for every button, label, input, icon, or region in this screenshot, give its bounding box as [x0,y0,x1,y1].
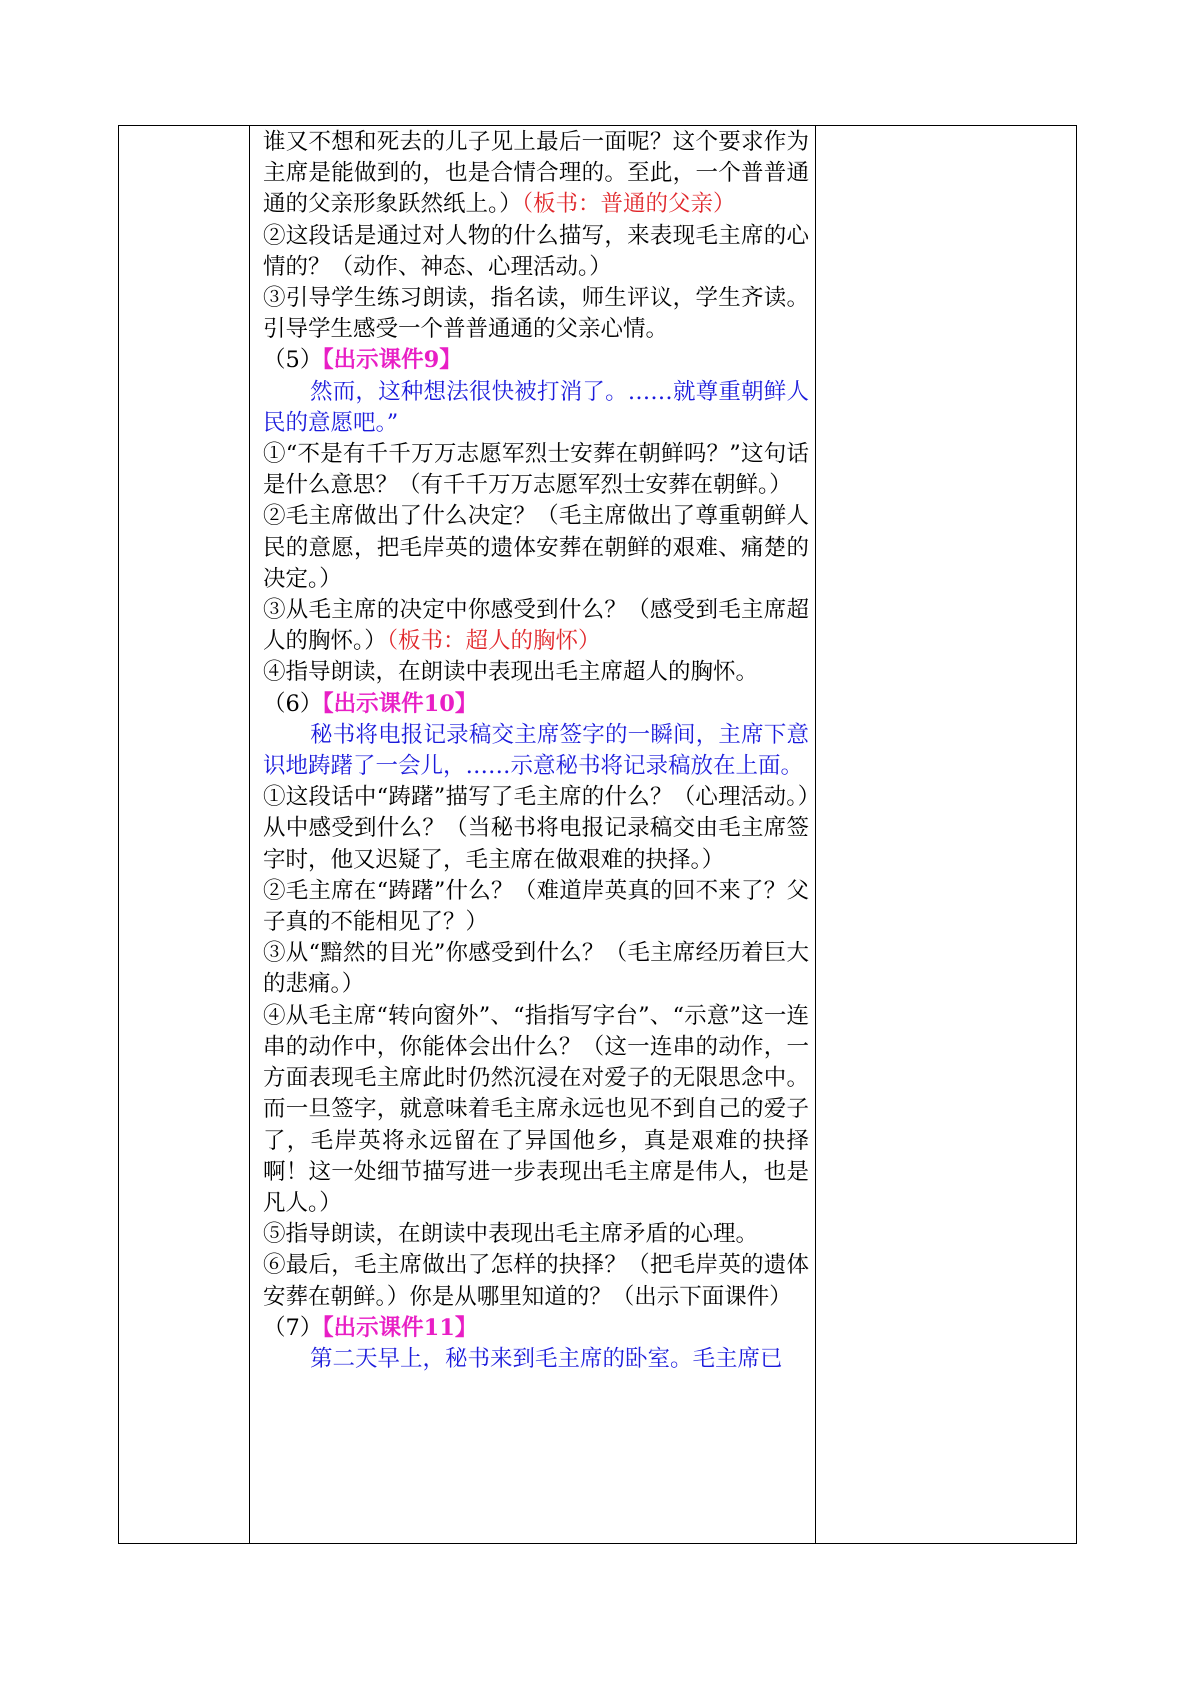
paragraph: 谁又不想和死去的儿子见上最后一面呢？这个要求作为主席是能做到的，也是合情合理的。至此，一个普普通通的父亲形象跃然纸上。）（板书：普通的父亲） [263,129,809,218]
paragraph: ②这段话是通过对人物的什么描写，来表现毛主席的心情的？（动作、神态、心理活动。） [263,222,809,280]
paragraph: ④指导朗读，在朗读中表现出毛主席超人的胸怀。 [263,659,759,686]
slide-tag: 【出示课件10】 [322,690,478,717]
paragraph: ③从“黯然的目光”你感受到什么？（毛主席经历着巨大的悲痛。） [263,940,809,998]
left-empty-cell [119,126,250,1544]
paragraph: ②毛主席做出了什么决定？（毛主席做出了尊重朝鲜人民的意愿，把毛岸英的遗体安葬在朝鲜的艰难、痛楚的决定。） [263,503,809,592]
table-row [119,126,1077,1544]
lesson-plan-table [118,125,1077,1544]
blackboard-note: （板书：普通的父亲） [521,191,736,218]
paragraph: ②毛主席在“踌躇”什么？（难道岸英真的回不来了？父子真的不能相见了？） [263,877,809,936]
paragraph: ⑤指导朗读，在朗读中表现出毛主席矛盾的心理。 [263,1221,759,1248]
slide-tag: 【出示课件11】 [322,1314,478,1341]
text-quote: 秘书将电报记录稿交主席签字的一瞬间，主席下意识地踌躇了一会儿，……示意秘书将记录稿放在上面。 [263,721,809,780]
paragraph: ③从毛主席的决定中你感受到什么？（感受到毛主席超人的胸怀。）（板书：超人的胸怀） [263,597,809,655]
slide-heading: （5）【出示课件9】 [263,347,462,374]
paragraph: ①这段话中“踌躇”描写了毛主席的什么？（心理活动。）从中感受到什么？（当秘书将电报记录稿交由毛主席签字时，他又迟疑了，毛主席在做艰难的抉择。） [263,784,809,873]
text-quote: 然而，这种想法很快被打消了。……就尊重朝鲜人民的意愿吧。” [263,378,809,436]
paragraph: ①“不是有千千万万志愿军烈士安葬在朝鲜吗？”这句话是什么意思？（有千千万万志愿军烈士安葬在朝鲜。） [263,441,809,499]
paragraph: ⑥最后，毛主席做出了怎样的抉择？（把毛岸英的遗体安葬在朝鲜。）你是从哪里知道的？（出示下面课件） [263,1252,809,1310]
text-quote: 第二天早上，秘书来到毛主席的卧室。毛主席已 [310,1345,783,1372]
slide-heading: （6）【出示课件10】 [263,690,478,717]
paragraph: ④从毛主席“转向窗外”、“指指写字台”、“示意”这一连串的动作中，你能体会出什么？（这一连串的动作，一方面表现毛主席此时仍然沉浸在对爱子的无限思念中。而一旦签字，就意味着毛主席永远也见不到自己的爱子了，毛岸英将永远留在了异国他乡，真是艰难的抉择啊！这一处细节描写进一步表现出毛主席是伟人，也是凡人。） [263,1002,809,1216]
right-empty-cell [816,126,1077,1544]
paragraph: ③引导学生练习朗读，指名读，师生评议，学生齐读。引导学生感受一个普普通通的父亲心情。 [263,285,809,343]
slide-heading: （7）【出示课件11】 [263,1314,478,1341]
slide-tag: 【出示课件9】 [322,347,462,374]
content-text [250,126,815,1375]
content-cell [250,126,816,1544]
blackboard-note: （板书：超人的胸怀） [386,628,601,655]
